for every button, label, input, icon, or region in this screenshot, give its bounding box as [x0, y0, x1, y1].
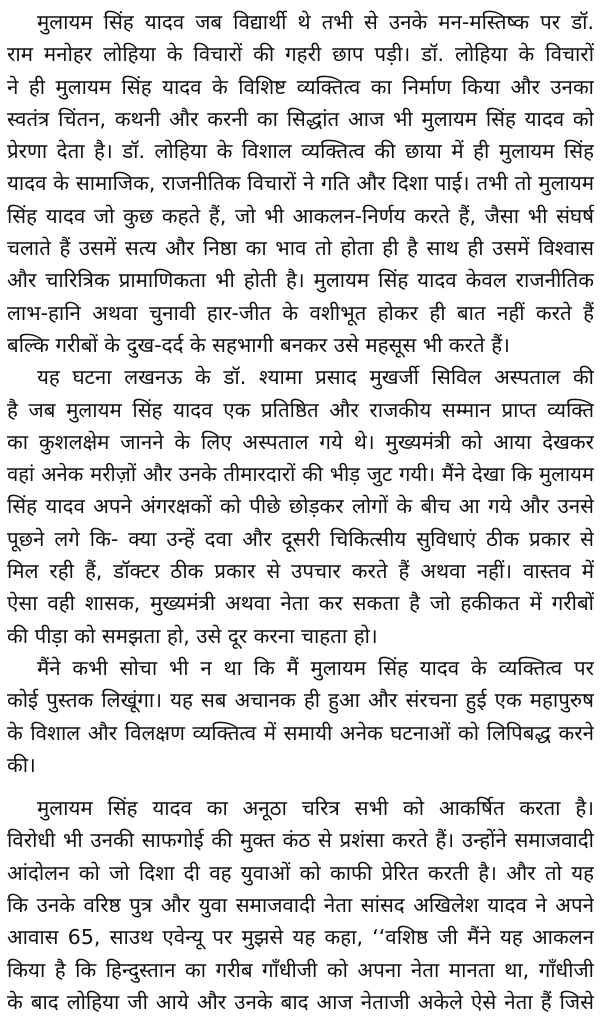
text-line: विरोधी भी उनकी साफगोई की मुक्त कंठ से प्रशंसा करते हैं। उन्होंने समाजवादी: [7, 828, 594, 853]
text-line: मुलायम सिंह यादव का अनूठा चरित्र सभी को आकर्षित करता है।: [37, 796, 594, 821]
text-line: लाभ-हानि अथवा चुनावी हार-जीत के वशीभूत होकर ही बात नहीं करते हैं: [7, 300, 594, 325]
text-line: कोई पुस्तक लिखूंगा। यह सब अचानक ही हुआ और संरचना हुई एक महापुरुष: [7, 688, 594, 713]
text-line: है जब मुलायम सिंह यादव एक प्रतिष्ठित और राजकीय सम्मान प्राप्त व्यक्ति: [7, 397, 594, 422]
text-line: वहां अनेक मरीज़ों और उनके तीमारदारों की भीड़ जुट गयी। मैंने देखा कि मुलायम: [7, 462, 594, 487]
text-line: यह घटना लखनऊ के डॉ. श्यामा प्रसाद मुखर्जी सिविल अस्पताल की: [37, 365, 594, 390]
text-line: सिंह यादव अपने अंगरक्षकों को पीछे छोड़कर लोगों के बीच आ गये और उनसे: [7, 494, 594, 519]
text-line: प्रेरणा देता है। डॉ. लोहिया के विशाल व्यक्तित्व की छाया में ही मुलायम सिंह: [7, 139, 594, 164]
text-line: आवास 65, साउथ एवेन्यू पर मुझसे यह कहा, ‘‘वशिष्ठ जी मैंने यह आकलन: [7, 925, 594, 950]
text-line: मैंने कभी सोचा भी न था कि मैं मुलायम सिंह यादव के व्यक्तित्व पर: [37, 655, 594, 680]
text-line: मुलायम सिंह यादव जब विद्यार्थी थे तभी से उनके मन-मस्तिष्क पर डॉ.: [37, 10, 594, 34]
text-line: की।: [7, 752, 36, 777]
text-line: सिंह यादव जो कुछ कहते हैं, जो भी आकलन-निर्णय करते हैं, जैसा भी संघर्ष: [7, 203, 594, 228]
text-line: मिल रही हैं, डॉक्टर ठीक प्रकार से उपचार करते हैं अथवा नहीं। वास्तव में: [7, 559, 594, 584]
text-line: यादव के सामाजिक, राजनीतिक विचारों ने गति और दिशा पाई। तभी तो मुलायम: [7, 171, 594, 196]
text-line: के बाद लोहिया जी आये और उनके बाद आज नेताजी अकेले ऐसे नेता हैं जिसे: [7, 989, 594, 1014]
paragraph-4: [7, 792, 594, 1018]
text-line: और चारित्रिक प्रामाणिकता भी होती है। मुलायम सिंह यादव केवल राजनीतिक: [7, 268, 594, 293]
text-line: के विशाल और विलक्षण व्यक्तित्व में समायी अनेक घटनाओं को लिपिबद्ध करने: [7, 720, 594, 745]
text-line: राम मनोहर लोहिया के विचारों की गहरी छाप पड़ी। डॉ. लोहिया के विचारों: [7, 42, 594, 67]
paragraph-2: [7, 361, 594, 652]
text-line: आंदोलन को जो दिशा दी वह युवाओं को काफी प्रेरित करती है। और तो यह: [7, 860, 594, 885]
text-line: स्वतंत्र चिंतन, कथनी और करनी का सिद्धांत आज भी मुलायम सिंह यादव को: [7, 106, 594, 131]
text-line: पूछने लगे कि- क्या उन्हें दवा और दूसरी चिकित्सीय सुविधाएं ठीक प्रकार से: [7, 526, 594, 551]
text-line: ने ही मुलायम सिंह यादव के विशिष्ट व्यक्तित्व का निर्माण किया और उनका: [7, 74, 594, 99]
text-line: की पीड़ा को समझता हो, उसे दूर करना चाहता हो।: [7, 623, 378, 648]
text-line: बल्कि गरीबों के दुख-दर्द के सहभागी बनकर उसे महसूस भी करते हैं।: [7, 332, 510, 357]
text-line: का कुशलक्षेम जानने के लिए अस्पताल गये थे। मुख्यमंत्री को आया देखकर: [7, 429, 594, 454]
paragraph-3: [7, 652, 594, 781]
text-line: कि उनके वरिष्ठ पुत्र और युवा समाजवादी नेता सांसद अखिलेश यादव ने अपने: [7, 893, 594, 918]
text-line: किया है कि हिन्दुस्तान का गरीब गाँधीजी को अपना नेता मानता था, गाँधीजी: [7, 957, 594, 982]
paragraph-1: [7, 6, 594, 361]
paragraph-gap: [7, 781, 594, 792]
text-line: ऐसा वही शासक, मुख्यमंत्री अथवा नेता कर सकता है जो हकीकत में गरीबों: [7, 591, 594, 616]
text-line: चलाते हैं उसमें सत्य और निष्ठा का भाव तो होता ही है साथ ही उसमें विश्वास: [7, 236, 594, 261]
